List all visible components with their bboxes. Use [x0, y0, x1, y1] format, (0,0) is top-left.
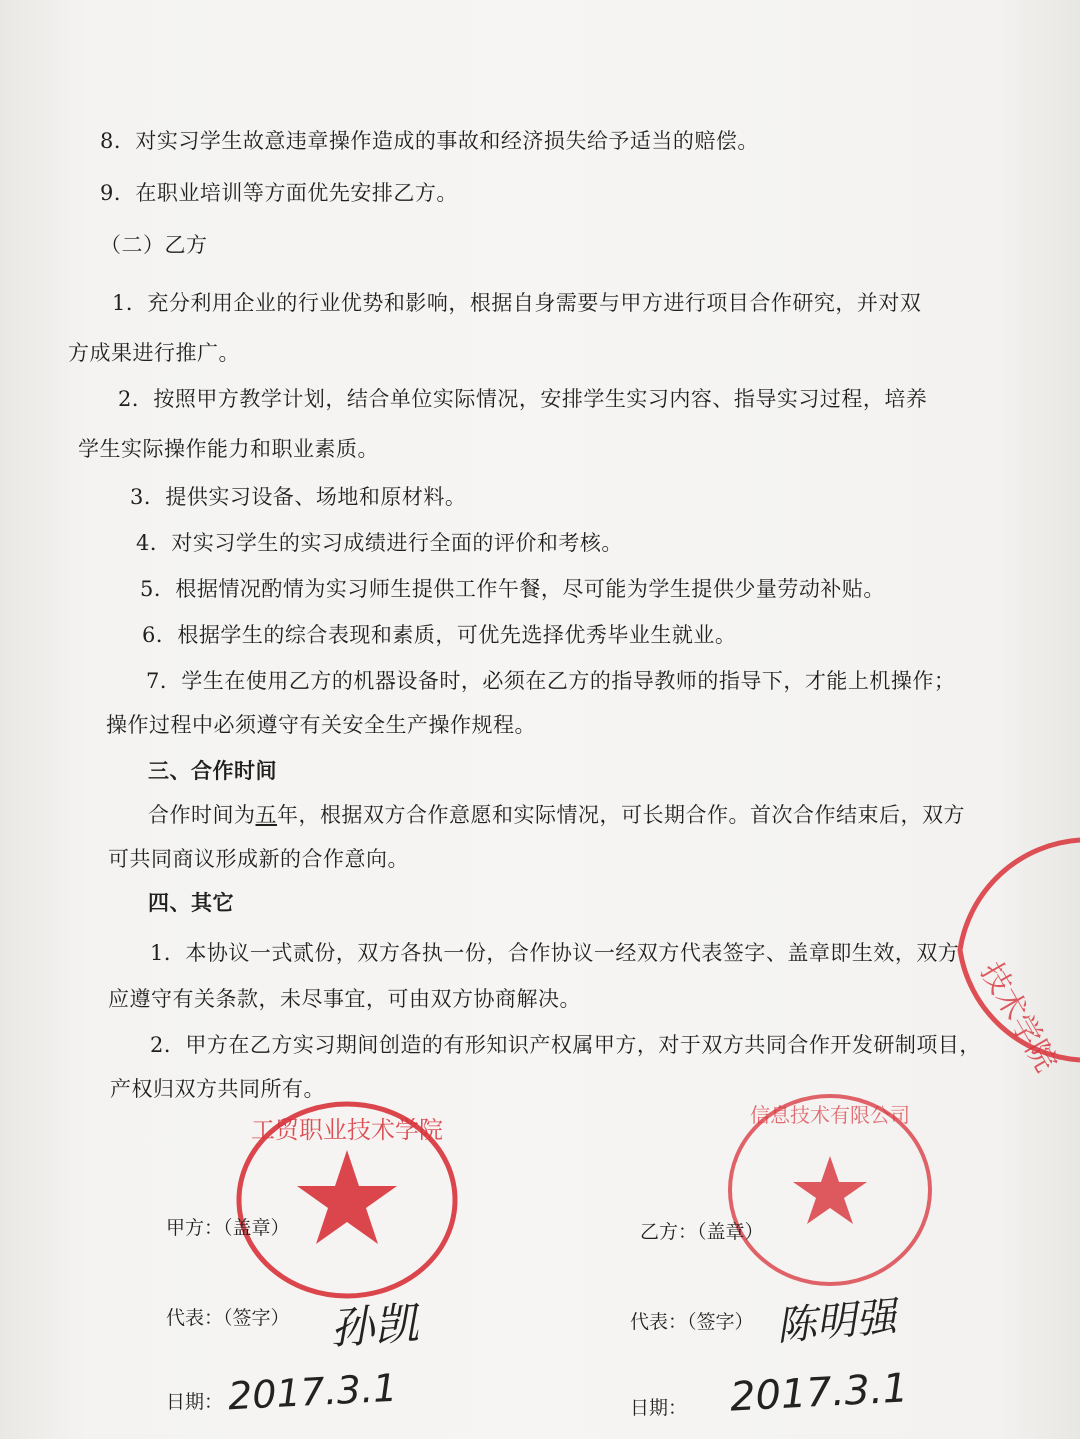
- party-b-date-handwritten: 2017.3.1: [728, 1365, 910, 1421]
- text-line-b2-part2: 学生实际操作能力和职业素质。: [78, 437, 379, 461]
- cooperation-prefix: 合作时间为: [148, 803, 256, 827]
- text-line-item-8: 8．对实习学生故意违章操作造成的事故和经济损失给予适当的赔偿。: [100, 129, 759, 153]
- party-b-signature: 陈明强: [774, 1293, 899, 1351]
- edge-seal-text: 技术学院: [973, 956, 1064, 1078]
- section-heading-party-b: （二）乙方: [100, 233, 208, 257]
- text-line-b4: 4．对实习学生的实习成绩进行全面的评价和考核。: [136, 531, 623, 555]
- text-line-b7-part2: 操作过程中必须遵守有关安全生产操作规程。: [106, 713, 536, 737]
- party-a-seal-stamp: [232, 1090, 462, 1300]
- party-b-date-label: 日期：: [630, 1397, 688, 1419]
- party-a-date-handwritten: 2017.3.1: [226, 1365, 399, 1419]
- text-line-b3: 3．提供实习设备、场地和原材料。: [130, 485, 467, 509]
- text-line-o2-part2: 产权归双方共同所有。: [110, 1077, 325, 1101]
- edge-seal-stamp: [920, 820, 1080, 1080]
- text-line-o1-part2: 应遵守有关条款，未尽事宜，可由双方协商解决。: [108, 987, 581, 1011]
- text-line-item-9: 9．在职业培训等方面优先安排乙方。: [100, 181, 458, 205]
- party-b-seal-stamp: [720, 1082, 940, 1292]
- text-line-b6: 6．根据学生的综合表现和素质，可优先选择优秀毕业生就业。: [142, 623, 737, 647]
- cooperation-years: 五: [255, 803, 277, 827]
- text-line-b7-part1: 7．学生在使用乙方的机器设备时，必须在乙方的指导教师的指导下，才能上机操作；: [146, 669, 956, 693]
- section-heading-cooperation-time: 三、合作时间: [148, 758, 277, 783]
- text-line-cooperation-time: [148, 802, 965, 828]
- party-a-label: 甲方：（盖章）: [166, 1217, 290, 1239]
- text-line-o1-part1: 1．本协议一式贰份，双方各执一份，合作协议一经双方代表签字、盖章即生效，双方: [150, 941, 960, 965]
- party-b-seal-text: 信息技术有限公司: [750, 1103, 910, 1127]
- party-a-rep-label: 代表：（签字）: [166, 1307, 290, 1329]
- text-line-b1-part1: 1．充分利用企业的行业优势和影响，根据自身需要与甲方进行项目合作研究，并对双: [112, 291, 922, 315]
- text-line-b5: 5．根据情况酌情为实习师生提供工作午餐，尽可能为学生提供少量劳动补贴。: [140, 577, 885, 601]
- text-line-b1-part2: 方成果进行推广。: [68, 341, 240, 365]
- party-a-date-label: 日期：: [166, 1391, 224, 1413]
- party-a-seal-text: 工贸职业技术学院: [251, 1116, 443, 1144]
- text-line-b2-part1: 2．按照甲方教学计划，结合单位实际情况，安排学生实习内容、指导实习过程，培养: [118, 387, 928, 411]
- section-heading-other: 四、其它: [148, 890, 234, 915]
- party-a-signature: 孙凯: [328, 1297, 420, 1355]
- party-b-rep-label: 代表：（签字）: [630, 1311, 754, 1333]
- cooperation-suffix: 年，根据双方合作意愿和实际情况，可长期合作。首次合作结束后，双方: [277, 803, 965, 827]
- text-line-cooperation-time-part2: 可共同商议形成新的合作意向。: [108, 847, 409, 871]
- text-line-o2-part1: 2．甲方在乙方实习期间创造的有形知识产权属甲方，对于双方共同合作开发研制项目，: [150, 1033, 981, 1057]
- party-b-label: 乙方：（盖章）: [640, 1221, 764, 1243]
